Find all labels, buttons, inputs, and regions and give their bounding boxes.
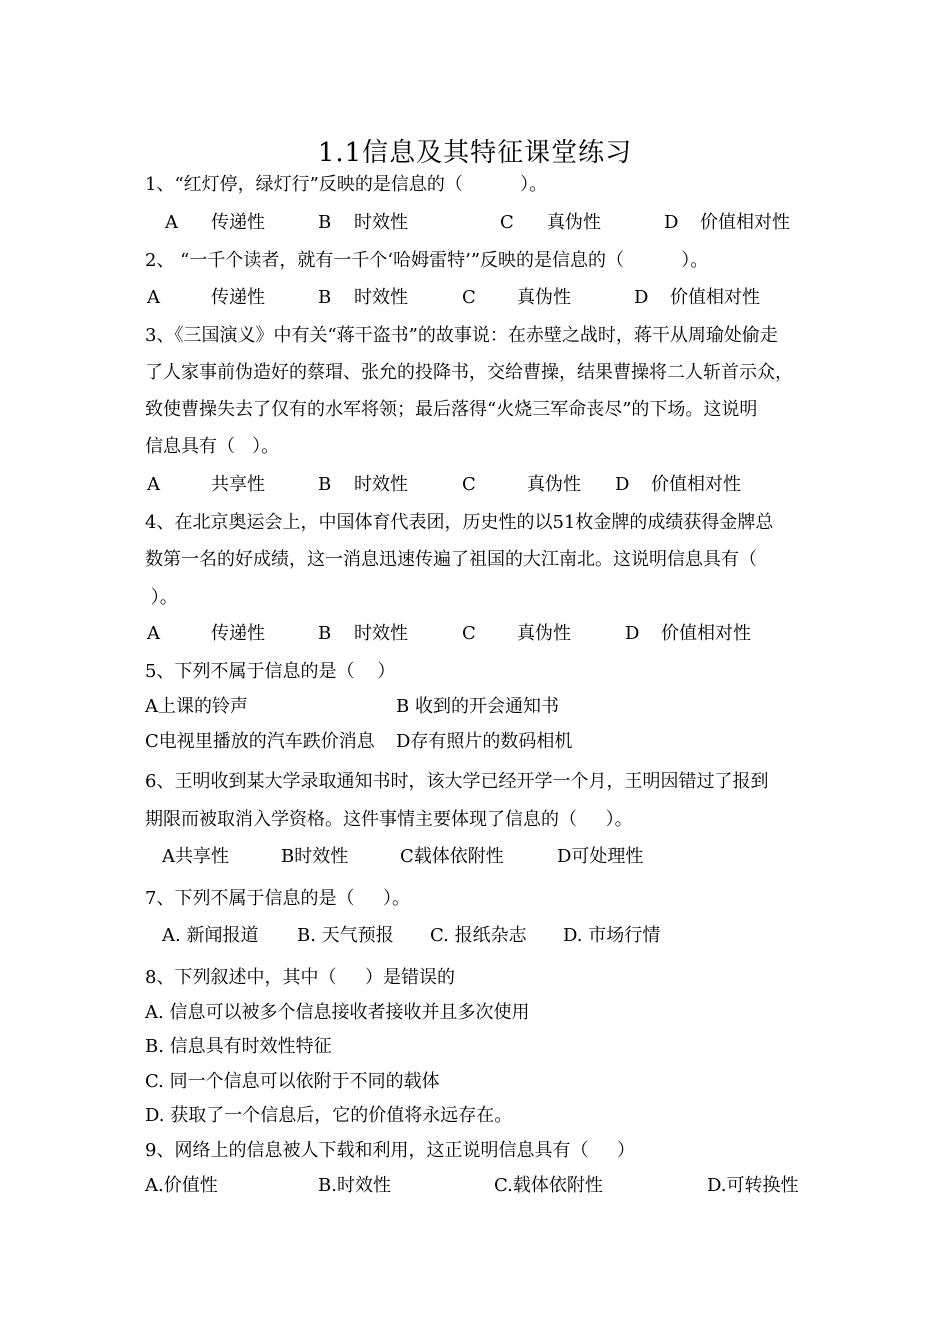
question-5-stem: 5、下列不属于信息的是（ ） [145,661,396,682]
q9-option-b: B.时效性 [318,1175,391,1196]
q1-option-a-letter: A [165,212,178,233]
q3-option-b-letter: B [318,474,332,495]
q4-option-c-text: 真伪性 [517,623,571,644]
question-4-line-3: ）。 [145,587,178,608]
q2-option-c-text: 真伪性 [517,287,571,308]
q2-option-d-letter: D [634,287,649,308]
q1-option-b-letter: B [318,212,332,233]
q5-option-a: A上课的铃声 [145,696,248,717]
q8-option-a: A. 信息可以被多个信息接收者接收并且多次使用 [145,1002,530,1023]
q8-option-d: D. 获取了一个信息后，它的价值将永远存在。 [145,1105,513,1126]
question-1-stem: 1、“红灯停，绿灯行”反映的是信息的（ ）。 [145,174,548,195]
q9-option-d: D.可转换性 [707,1175,799,1196]
q9-option-a: A.价值性 [145,1175,218,1196]
q1-option-b-text: 时效性 [354,212,408,233]
question-6-line-2: 期限而被取消入学资格。这件事情主要体现了信息的（ ）。 [145,809,633,830]
q5-option-c: C电视里播放的汽车跌价消息 [145,731,375,752]
q4-option-d-letter: D [625,623,640,644]
q1-option-a-text: 传递性 [211,212,265,233]
q4-option-b-text: 时效性 [354,623,408,644]
q5-option-d: D存有照片的数码相机 [396,731,573,752]
q2-option-c-letter: C [462,287,476,308]
q1-option-c-letter: C [500,212,514,233]
q2-option-a-text: 传递性 [211,287,265,308]
question-8-stem: 8、下列叙述中，其中（ ）是错误的 [145,967,456,988]
question-3-line-4: 信息具有（ ）。 [145,436,280,457]
q2-option-d-text: 价值相对性 [670,287,760,308]
q3-option-a-letter: A [147,474,160,495]
question-3-line-2: 了人家事前伪造好的蔡瑁、张允的投降书，交给曹操，结果曹操将二人斩首示众， [145,362,793,383]
question-4-line-1: 4、在北京奥运会上，中国体育代表团，历史性的以51枚金牌的成绩获得金牌总 [145,512,774,533]
q3-option-c-letter: C [462,474,476,495]
question-3-line-3: 致使曹操失去了仅有的水军将领；最后落得“火烧三军命丧尽”的下场。这说明 [145,399,758,420]
q6-option-b: B时效性 [281,846,349,867]
q3-option-c-text: 真伪性 [527,474,581,495]
q6-option-c: C载体依附性 [400,846,504,867]
q1-option-d-letter: D [664,212,679,233]
q3-option-d-text: 价值相对性 [651,474,741,495]
q2-option-b-letter: B [318,287,332,308]
q3-option-a-text: 共享性 [211,474,265,495]
question-9-stem: 9、网络上的信息被人下载和利用，这正说明信息具有（ ） [145,1140,636,1161]
q7-option-b: B. 天气预报 [297,925,394,946]
q9-option-c: C.载体依附性 [494,1175,603,1196]
q3-option-d-letter: D [615,474,630,495]
q8-option-c: C. 同一个信息可以依附于不同的载体 [145,1071,440,1092]
question-6-line-1: 6、王明收到某大学录取通知书时，该大学已经开学一个月，王明因错过了报到 [145,771,769,792]
q5-option-b: B 收到的开会通知书 [396,696,559,717]
q2-option-b-text: 时效性 [354,287,408,308]
q7-option-a: A. 新闻报道 [162,925,259,946]
q1-option-c-text: 真伪性 [547,212,601,233]
q6-option-a: A共享性 [162,846,229,867]
q7-option-d: D. 市场行情 [563,925,661,946]
question-3-line-1: 3、《三国演义》中有关“蒋干盗书”的故事说：在赤壁之战时，蒋干从周瑜处偷走 [145,325,778,346]
q4-option-d-text: 价值相对性 [661,623,751,644]
q8-option-b: B. 信息具有时效性特征 [145,1036,332,1057]
q3-option-b-text: 时效性 [354,474,408,495]
question-7-stem: 7、下列不属于信息的是（ ）。 [145,888,411,909]
question-2-stem: 2、 “一千个读者，就有一千个‘哈姆雷特’”反映的是信息的（ ）。 [145,250,709,271]
page-title: 1.1信息及其特征课堂练习 [317,138,633,168]
q4-option-c-letter: C [462,623,476,644]
q4-option-a-letter: A [147,623,160,644]
q7-option-c: C. 报纸杂志 [430,925,527,946]
question-4-line-2: 数第一名的好成绩，这一消息迅速传遍了祖国的大江南北。这说明信息具有（ [145,549,757,570]
q1-option-d-text: 价值相对性 [700,212,790,233]
q4-option-b-letter: B [318,623,332,644]
q2-option-a-letter: A [147,287,160,308]
q4-option-a-text: 传递性 [211,623,265,644]
q6-option-d: D可处理性 [557,846,644,867]
